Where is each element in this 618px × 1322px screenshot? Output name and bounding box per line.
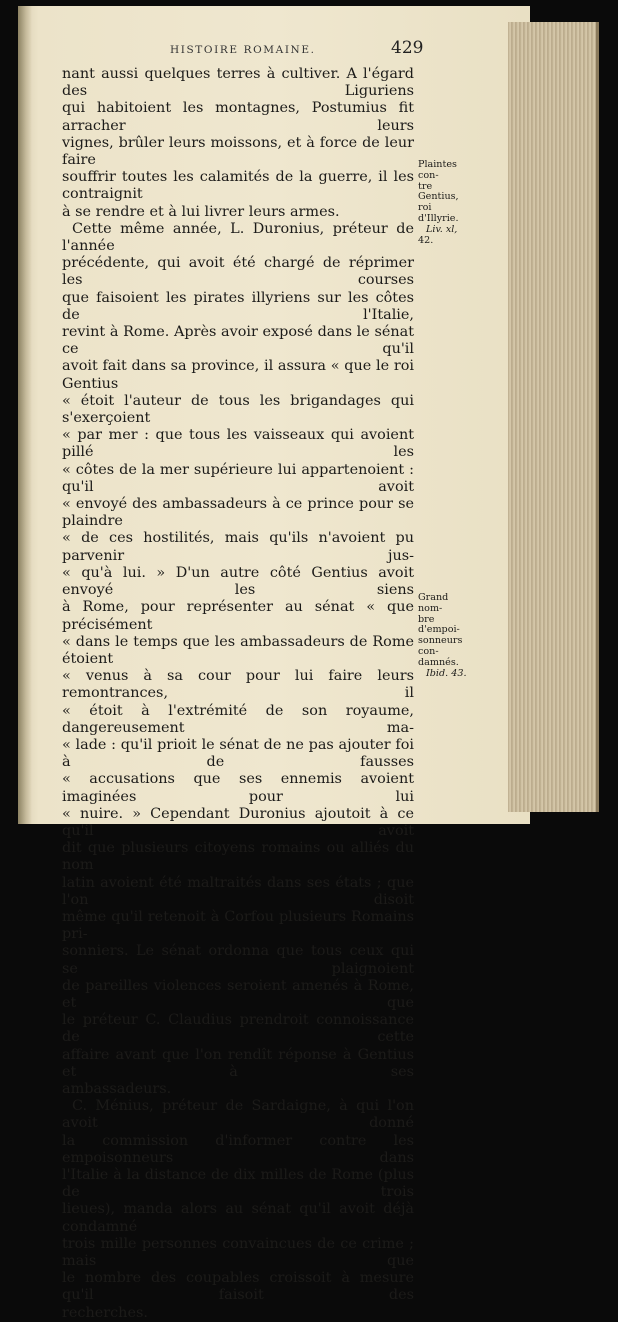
marginal-citation: 42.: [418, 234, 434, 246]
marginal-note-line: sonneurs con-: [418, 635, 463, 657]
marginal-note-line: bre d'empoi-: [418, 613, 460, 636]
text-line: « venus à sa cour pour lui faire leurs remontrances, il: [62, 668, 414, 702]
marginal-note-line: damnés.: [418, 656, 459, 668]
text-line: affaire avant que l'on rendît réponse à Gentius et à ses: [62, 1046, 414, 1080]
text-line: trois mille personnes convaincues de ce crime ; mais que: [62, 1235, 414, 1270]
text-line: vignes, brûler leurs moissons, et à force de leur faire: [62, 134, 414, 169]
text-line: qui habitoient les montagnes, Postumius fit arracher leurs: [62, 100, 414, 134]
marginal-note-poisoners: [418, 593, 474, 679]
text-line: le nombre des coupables croissoit à mesure qu'il faisoit des: [62, 1270, 414, 1304]
text-line: sonniers. Le sénat ordonna que tous ceux qui se plaignoient: [62, 943, 414, 977]
text-line: nant aussi quelques terres à cultiver. A l'égard des Liguriens: [62, 66, 414, 100]
text-line: la commission d'informer contre les empoisonneurs dans: [62, 1132, 414, 1166]
marginal-note-line: Grand nom-: [418, 592, 449, 614]
text-line: revint à Rome. Après avoir exposé dans le sénat ce qu'il: [62, 324, 414, 358]
text-line: Cette même année, L. Duronius, préteur de l'année: [62, 220, 414, 255]
marginal-note-line: tre Gentius,: [418, 180, 459, 203]
page-gutter-shadow: [18, 6, 32, 824]
marginal-citation: Ibid. 43.: [426, 667, 467, 679]
text-line: « qu'à lui. » D'un autre côté Gentius avoit envoyé les siens: [62, 564, 414, 599]
text-line: avoit fait dans sa province, il assura « que le roi Gentius: [62, 358, 414, 392]
text-line: de pareilles violences seroient amenés à Rome, et que: [62, 977, 414, 1011]
marginal-citation: Liv. xl,: [426, 223, 458, 235]
text-line: « étoit l'auteur de tous les brigandages qui s'exerçoient: [62, 392, 414, 427]
text-line: « de ces hostilités, mais qu'ils n'avoient pu parvenir jus-: [62, 530, 414, 564]
text-line: latin avoient été maltraités dans ses états ; que l'on disoit: [62, 874, 414, 908]
text-line: « dans le temps que les ambassadeurs de Rome étoient: [62, 633, 414, 667]
text-line: « lade : qu'il prioit le sénat de ne pas ajouter foi à de fausses: [62, 736, 414, 771]
marginal-note-line: Plaintes con-: [418, 159, 457, 181]
text-line: « envoyé des ambassadeurs à ce prince pour se plaindre: [62, 496, 414, 530]
text-line: à se rendre et à lui livrer leurs armes.: [62, 203, 340, 220]
text-line: que faisoient les pirates illyriens sur les côtes de l'Italie,: [62, 289, 414, 323]
text-line: à Rome, pour représenter au sénat « que précisément: [62, 599, 414, 633]
page-edges: [508, 22, 599, 812]
text-line: le préteur C. Claudius prendroit connoissance de cette: [62, 1012, 414, 1046]
text-line: ambassadeurs.: [62, 1080, 172, 1097]
body-text: [62, 66, 414, 1322]
text-line: l'Italie à la distance de dix milles de Rome (plus de trois: [62, 1167, 414, 1201]
text-line: recherches.: [62, 1304, 148, 1321]
text-line: dit que plusieurs citoyens romains ou alliés du nom: [62, 840, 414, 874]
running-head: HISTOIRE ROMAINE.: [170, 44, 316, 56]
marginal-note-line: roi d'Illyrie.: [418, 202, 459, 224]
marginal-note-gentius: [418, 160, 474, 246]
text-line: C. Ménius, préteur de Sardaigne, à qui l'on avoit donné: [62, 1098, 414, 1132]
text-line: souffrir toutes les calamités de la guerre, il les contraignit: [62, 169, 414, 203]
text-line: « par mer : que tous les vaisseaux qui avoient pillé les: [62, 427, 414, 461]
text-line: « étoit à l'extrémité de son royaume, dangereusement ma-: [62, 702, 414, 736]
text-line: « côtes de la mer supérieure lui appartenoient : qu'il avoit: [62, 461, 414, 495]
text-line: « nuire. » Cependant Duronius ajoutoit à ce qu'il avoit: [62, 805, 414, 839]
text-line: précédente, qui avoit été chargé de réprimer les courses: [62, 255, 414, 289]
text-line: même qu'il retenoit à Corfou plusieurs Romains pri-: [62, 908, 414, 943]
text-line: lieues), manda alors au sénat qu'il avoit déjà condamné: [62, 1201, 414, 1235]
page-number: 429: [391, 38, 424, 58]
text-line: « accusations que ses ennemis avoient imaginées pour lui: [62, 771, 414, 805]
